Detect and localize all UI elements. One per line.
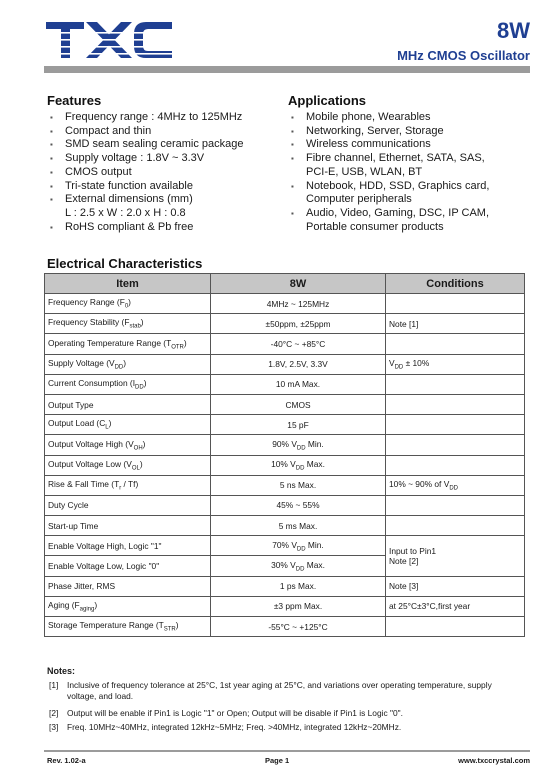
condition-cell: $V_{DD} \pm 10\%$	[386, 354, 525, 374]
value-cell: -40°C ~ +85°C	[211, 334, 386, 354]
condition-cell	[386, 495, 525, 515]
model-title: 8W	[497, 18, 530, 43]
item-cell: Aging $(F_{aging})$	[45, 596, 211, 616]
footer-divider	[44, 750, 530, 752]
table-row	[45, 455, 525, 475]
condition-cell	[386, 394, 525, 414]
condition-cell: 10% ~ 90% of $V_{DD}$	[386, 475, 525, 495]
condition-cell: Note [1]	[386, 314, 525, 334]
header-model: 8W	[211, 274, 386, 294]
note-text: Freq. 10MHz~40MHz, integrated 12kHz~5MHz; Freq. >40MHz, integrated 12kHz~20MHz.	[67, 722, 402, 732]
table-row	[45, 354, 525, 374]
application-item: ▪ Mobile phone, Wearables	[288, 111, 528, 125]
feature-item: ▪ Tri-state function available	[47, 180, 287, 194]
feature-item: ▪ Compact and thin	[47, 125, 287, 139]
note-number: [1]	[49, 680, 59, 690]
condition-cell	[386, 374, 525, 394]
item-cell: Frequency Stability $(F_{stab})$	[45, 314, 211, 334]
value-cell: 1 ps Max.	[211, 576, 386, 596]
application-item: PCI-E, USB, WLAN, BT	[306, 165, 423, 178]
item-cell: Storage Temperature Range $(T_{STR})$	[45, 617, 211, 637]
table-row	[45, 334, 525, 354]
applications-title: Applications	[288, 93, 367, 108]
table-row	[45, 617, 525, 637]
revision-label: Rev. 1.02-a	[47, 756, 86, 765]
table-row	[45, 475, 525, 495]
condition-cell: at 25°C±3°C,first year	[386, 596, 525, 616]
table-row	[45, 576, 525, 596]
header-conditions: Conditions	[386, 274, 525, 294]
features-list	[47, 111, 287, 234]
item-cell: Start-up Time	[45, 516, 211, 536]
table-row	[45, 516, 525, 536]
notes-title: Notes:	[47, 666, 76, 676]
table-row	[45, 314, 525, 334]
page-number: Page 1	[265, 756, 290, 765]
note-number: [2]	[49, 708, 59, 718]
value-cell: 10% $V_{DD}$ Max.	[211, 455, 386, 475]
txc-logo-graphic	[46, 20, 174, 60]
condition-cell: Input to Pin1 Note [2]	[386, 536, 525, 576]
application-item: ▪ Fibre channel, Ethernet, SATA, SAS,	[288, 152, 528, 166]
feature-item: ▪ Frequency range : 4MHz to 125MHz	[47, 111, 287, 125]
table-row	[45, 435, 525, 455]
features-title: Features	[47, 93, 102, 108]
item-cell: Operating Temperature Range $(T_{OTR})$	[45, 334, 211, 354]
condition-cell	[386, 455, 525, 475]
feature-item: ▪ Supply voltage : 1.8V ~ 3.3V	[47, 152, 287, 166]
value-cell: 90% $V_{DD}$ Min.	[211, 435, 386, 455]
item-cell: Output Type	[45, 394, 211, 414]
item-cell: Current Consumption $(I_{DD})$	[45, 374, 211, 394]
feature-item: L : 2.5 x W : 2.0 x H : 0.8	[65, 206, 186, 219]
electrical-characteristics-table	[44, 273, 525, 637]
application-item: ▪ Networking, Server, Storage	[288, 125, 528, 139]
application-item: ▪ Notebook, HDD, SSD, Graphics card,	[288, 180, 528, 194]
value-cell: 70% $V_{DD}$ Min.	[211, 536, 386, 556]
table-row	[45, 394, 525, 414]
value-cell: 10 mA Max.	[211, 374, 386, 394]
note-number: [3]	[49, 722, 59, 732]
condition-cell	[386, 334, 525, 354]
note-text: Output will be enable if Pin1 is Logic "1" or Open; Output will be disable if Pin1 is Logic "0".	[67, 708, 403, 718]
header-item: Item	[45, 274, 211, 294]
application-item: Computer peripherals	[306, 193, 412, 206]
electrical-title: Electrical Characteristics	[47, 256, 203, 271]
item-cell: Output Load $(C_L)$	[45, 415, 211, 435]
application-item: ▪ Audio, Video, Gaming, DSC, IP CAM,	[288, 207, 528, 221]
value-cell: ±50ppm, ±25ppm	[211, 314, 386, 334]
feature-item: ▪ SMD seam sealing ceramic package	[47, 138, 287, 152]
note-text: Inclusive of frequency tolerance at 25°C, 1st year aging at 25°C, and variations over operating temperature, supply voltage, and load.	[67, 680, 492, 701]
table-row	[45, 536, 525, 556]
txc-logo	[46, 20, 174, 60]
item-cell: Enable Voltage High, Logic "1"	[45, 536, 211, 556]
item-cell: Enable Voltage Low, Logic "0"	[45, 556, 211, 576]
item-cell: Frequency Range $(F_0)$	[45, 294, 211, 314]
website-link[interactable]: www.txccrystal.com	[458, 756, 530, 765]
condition-cell	[386, 617, 525, 637]
feature-item: ▪ RoHS compliant & Pb free	[47, 221, 287, 235]
application-item: ▪ Wireless communications	[288, 138, 528, 152]
item-cell: Supply Voltage $(V_{DD})$	[45, 354, 211, 374]
condition-cell	[386, 415, 525, 435]
value-cell: 45% ~ 55%	[211, 495, 386, 515]
table-header-row	[45, 274, 525, 294]
header-divider	[44, 66, 530, 73]
value-cell: 1.8V, 2.5V, 3.3V	[211, 354, 386, 374]
condition-cell	[386, 294, 525, 314]
item-cell: Output Voltage Low $(V_{OL})$	[45, 455, 211, 475]
value-cell: ±3 ppm Max.	[211, 596, 386, 616]
value-cell: CMOS	[211, 394, 386, 414]
table-row	[45, 415, 525, 435]
item-cell: Rise & Fall Time $(T_r / Tf)$	[45, 475, 211, 495]
table-row	[45, 495, 525, 515]
applications-list	[288, 111, 528, 234]
feature-item: ▪ External dimensions (mm)	[47, 193, 287, 207]
value-cell: 15 pF	[211, 415, 386, 435]
condition-cell	[386, 516, 525, 536]
product-subtitle: MHz CMOS Oscillator	[397, 48, 530, 63]
value-cell: 5 ns Max.	[211, 475, 386, 495]
value-cell: -55°C ~ +125°C	[211, 617, 386, 637]
application-item: Portable consumer products	[306, 220, 444, 233]
item-cell: Duty Cycle	[45, 495, 211, 515]
feature-item: ▪ CMOS output	[47, 166, 287, 180]
value-cell: 4MHz ~ 125MHz	[211, 294, 386, 314]
value-cell: 30% $V_{DD}$ Max.	[211, 556, 386, 576]
table-row	[45, 596, 525, 616]
table-row	[45, 294, 525, 314]
condition-cell: Note [3]	[386, 576, 525, 596]
item-cell: Phase Jitter, RMS	[45, 576, 211, 596]
table-row	[45, 374, 525, 394]
value-cell: 5 ms Max.	[211, 516, 386, 536]
condition-cell	[386, 435, 525, 455]
table-body	[45, 294, 525, 637]
item-cell: Output Voltage High $(V_{OH})$	[45, 435, 211, 455]
